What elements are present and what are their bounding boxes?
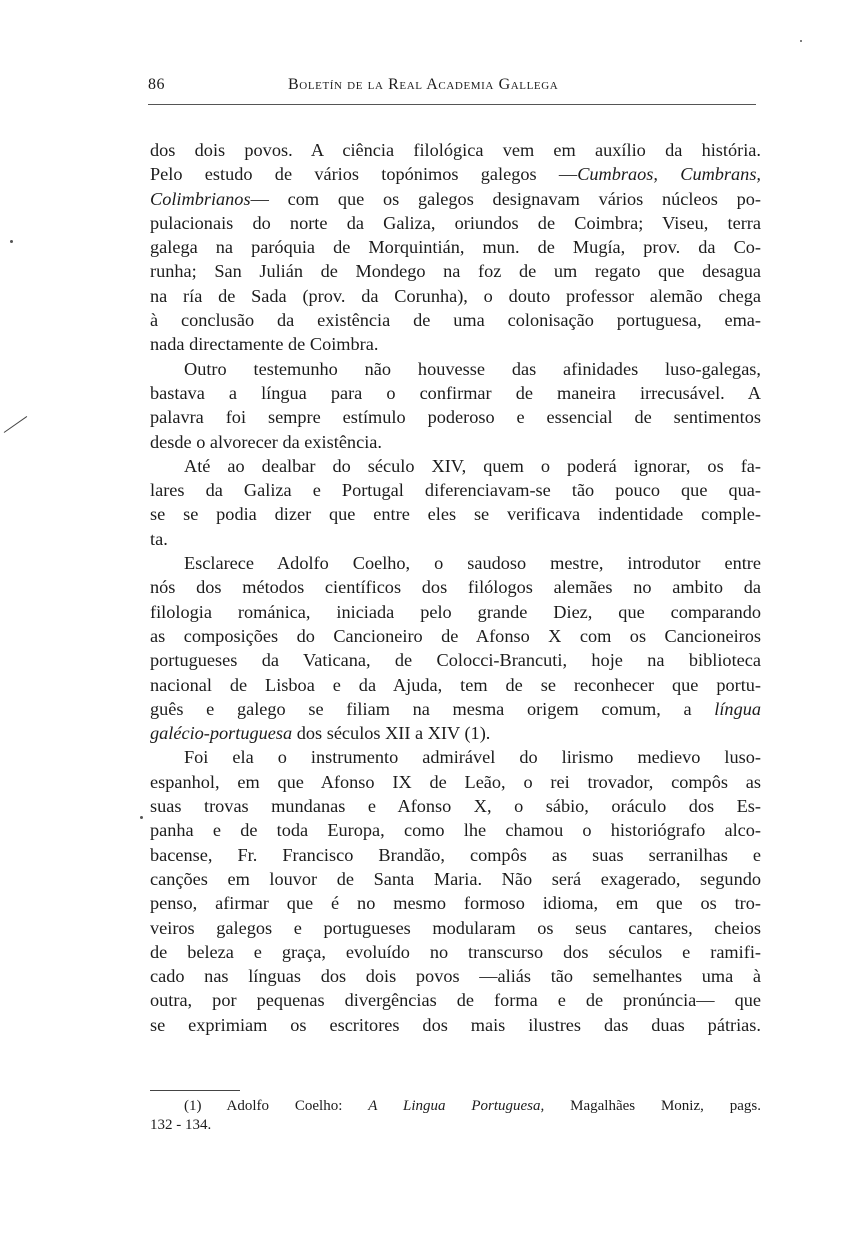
text-line: penso, afirmar que é no mesmo formoso idioma, em que os tro-: [150, 893, 761, 914]
text-line: Foi ela o instrumento admirável do lirismo medievo luso-: [184, 747, 761, 768]
text-line: de beleza e graça, evoluído no transcurso dos séculos e ramifi-: [150, 941, 761, 962]
text-line: pulacionais do norte da Galiza, oriundos de Coimbra; Viseu, terra: [150, 212, 761, 233]
text-line: galécio-portuguesa dos séculos XII a XIV (1).: [150, 723, 491, 744]
text-line: veiros galegos e portugueses modularam os seus cantares, cheios: [150, 917, 761, 938]
text-line: dos dois povos. A ciência filológica vem em auxílio da história.: [150, 140, 761, 160]
text-line: se exprimiam os escritores dos mais ilustres das duas pátrias.: [150, 1014, 761, 1035]
text-line: à conclusão da existência de uma colonisação portuguesa, ema-: [150, 310, 761, 331]
text-line: as composições do Cancioneiro de Afonso X com os Cancioneiros: [150, 625, 761, 646]
text-line: ta.: [150, 528, 168, 549]
footnote-line: 132 - 134.: [150, 1117, 212, 1133]
text-line: runha; San Julián de Mondego na foz de um regato que desagua: [150, 261, 761, 282]
footnote-line: (1) Adolfo Coelho: A Lingua Portuguesa, Magalhães Moniz, pags.: [184, 1098, 761, 1114]
text-line: bacense, Fr. Francisco Brandão, compôs as suas serranilhas e: [150, 844, 761, 865]
text-line: Colimbrianos— com que os galegos designavam vários núcleos po-: [150, 188, 761, 209]
header-rule: [148, 104, 756, 105]
scan-speck: [800, 40, 802, 42]
text-line: Esclarece Adolfo Coelho, o saudoso mestre, introdutor entre: [184, 553, 761, 574]
text-line: canções em louvor de Santa Maria. Não será exagerado, segundo: [150, 868, 761, 889]
body-text: [150, 138, 761, 1037]
text-line: filologia románica, iniciada pelo grande Diez, que comparando: [150, 601, 761, 622]
text-line: outra, por pequenas divergências de forma e de pronúncia— que: [150, 990, 761, 1011]
scan-speck: [10, 240, 13, 243]
text-line: Até ao dealbar do século XIV, quem o poderá ignorar, os fa-: [184, 455, 761, 476]
text-line: desde o alvorecer da existência.: [150, 431, 382, 452]
text-line: na ría de Sada (prov. da Corunha), o douto professor alemão chega: [150, 285, 761, 306]
footnote: [150, 1097, 761, 1135]
text-line: guês e galego se filiam na mesma origem comum, a língua: [150, 698, 761, 719]
page-number: 86: [148, 76, 165, 93]
text-line: portugueses da Vaticana, de Colocci-Brancuti, hoje na biblioteca: [150, 650, 761, 671]
running-title: Boletín de la Real Academia Gallega: [288, 76, 559, 93]
text-line: panha e de toda Europa, como lhe chamou o historiógrafo alco-: [150, 820, 761, 841]
text-line: espanhol, em que Afonso IX de Leão, o rei trovador, compôs as: [150, 771, 761, 792]
stray-pen-mark: [4, 416, 28, 433]
text-line: Outro testemunho não houvesse das afinidades luso-galegas,: [184, 358, 761, 379]
text-line: bastava a língua para o confirmar de maneira irrecusável. A: [150, 382, 761, 403]
text-line: suas trovas mundanas e Afonso X, o sábio, oráculo dos Es-: [150, 796, 761, 817]
page-header: [148, 74, 760, 100]
text-line: nós dos métodos científicos dos filólogos alemães no ambito da: [150, 577, 761, 598]
text-line: galega na paróquia de Morquintián, mun. de Mugía, prov. da Co-: [150, 237, 761, 258]
text-line: se se podia dizer que entre eles se verificava indentidade comple-: [150, 504, 761, 525]
text-line: nada directamente de Coimbra.: [150, 334, 379, 355]
text-line: nacional de Lisboa e da Ajuda, tem de se reconhecer que portu-: [150, 674, 761, 695]
text-line: cado nas línguas dos dois povos —aliás tão semelhantes uma à: [150, 966, 761, 987]
text-line: palavra foi sempre estímulo poderoso e essencial de sentimentos: [150, 407, 761, 428]
text-line: Pelo estudo de vários topónimos galegos —Cumbraos, Cumbrans,: [150, 164, 761, 185]
scan-speck: [140, 816, 143, 819]
footnote-rule: [150, 1090, 240, 1091]
text-line: lares da Galiza e Portugal diferenciavam-se tão pouco que qua-: [150, 480, 761, 501]
